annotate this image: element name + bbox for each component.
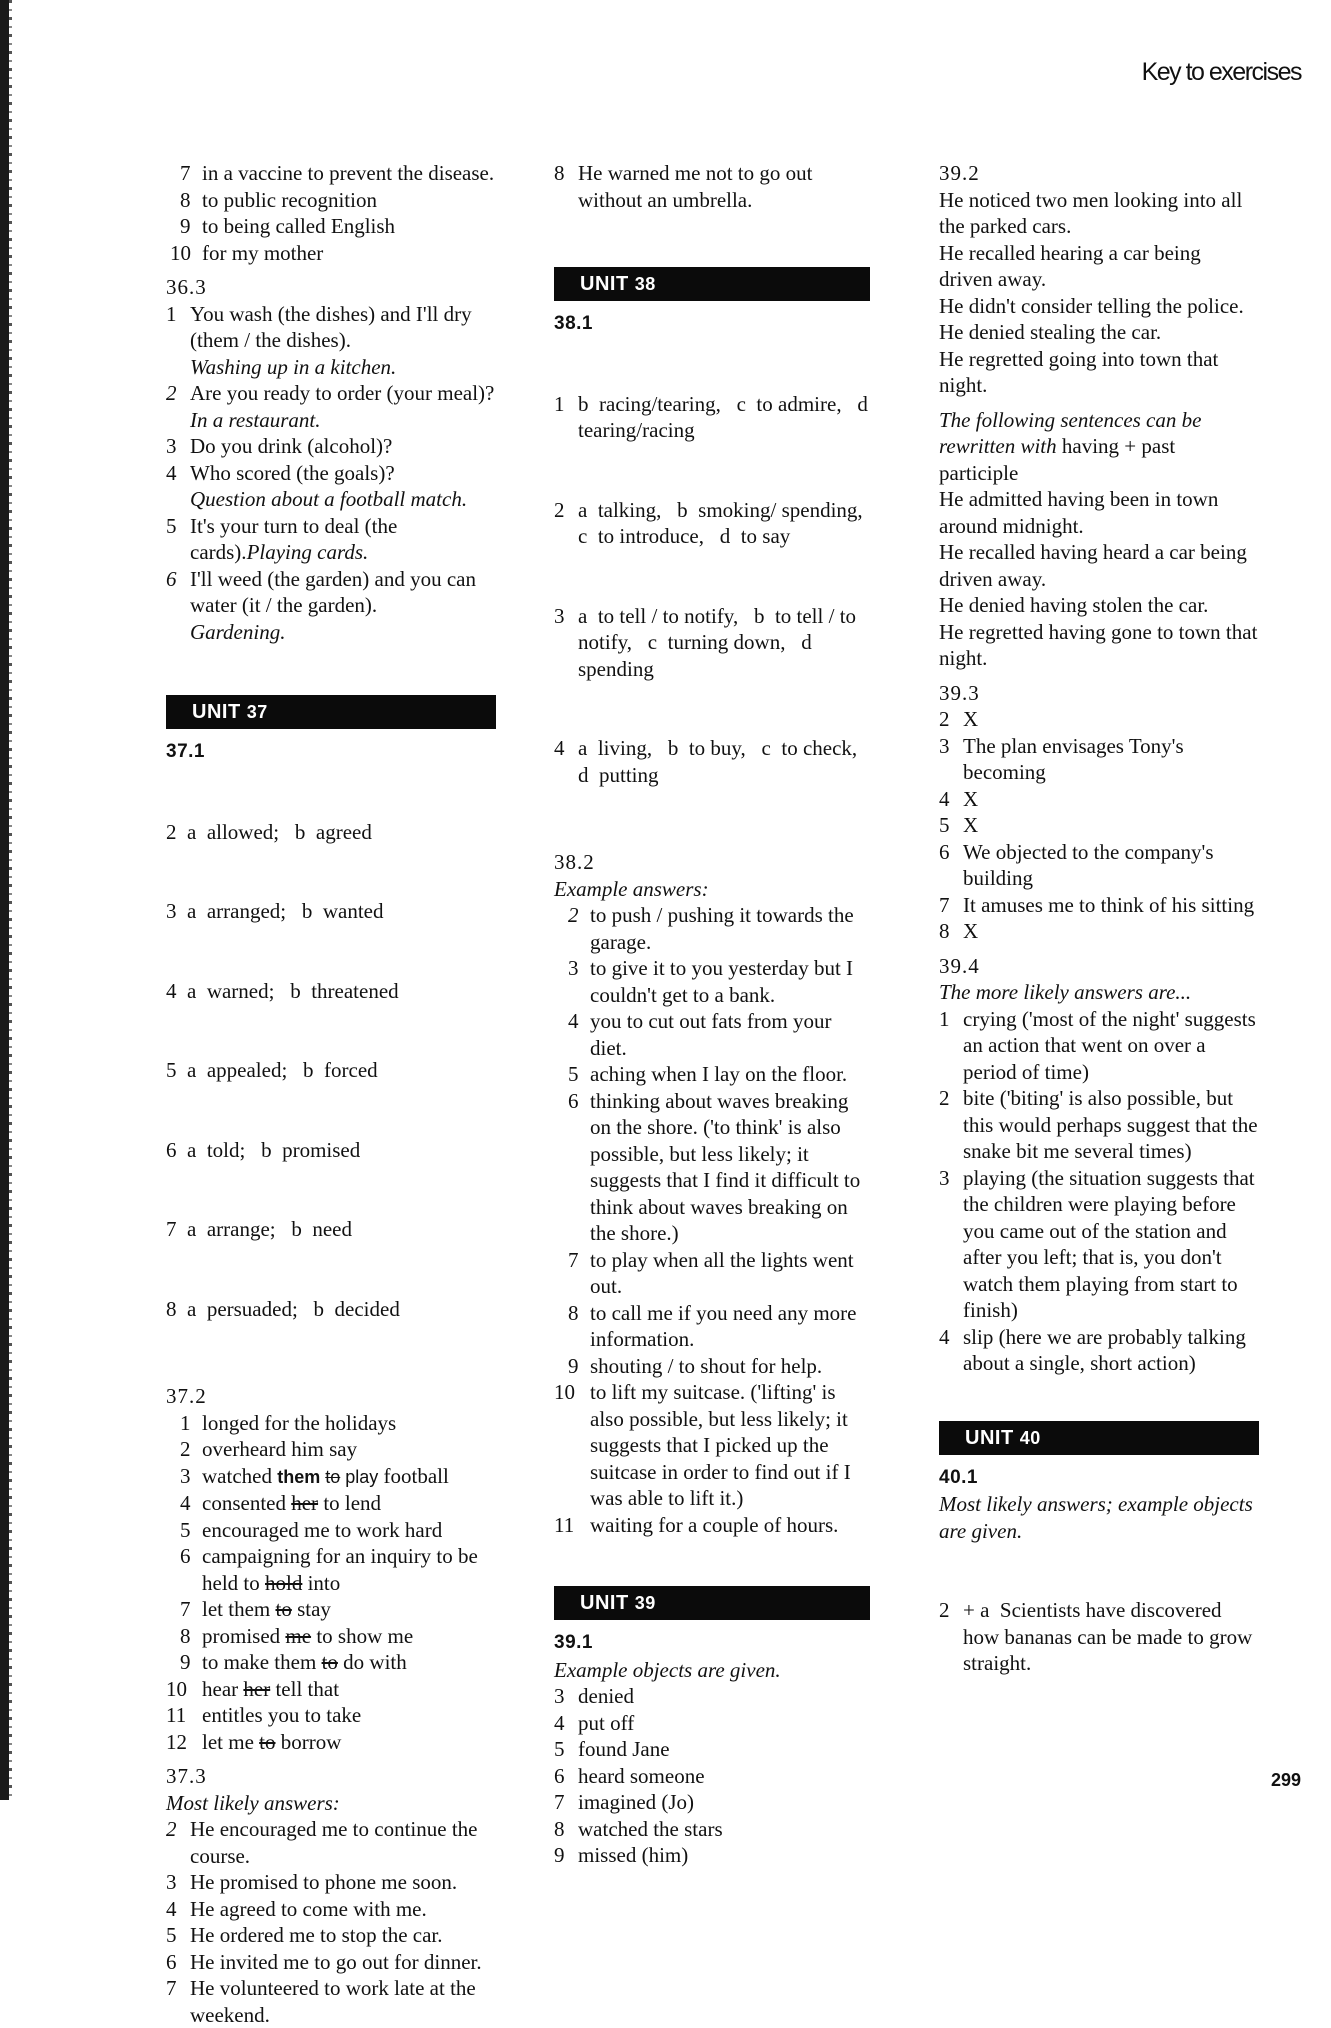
list-item: 7 to play when all the lights went out.: [568, 1247, 854, 1298]
list-item: 2 bite ('biting' is also possible, but this would perhaps suggest that the snake bit me several times): [939, 1086, 1258, 1163]
exercise-heading: 39.1: [554, 1632, 593, 1653]
ex38-1-list: [554, 338, 879, 842]
list-item: 9 shouting / to shout for help.: [568, 1353, 823, 1378]
list-item: 7 in a vaccine to prevent the disease.: [180, 161, 495, 185]
page-edge-texture: [9, 0, 12, 1800]
exercise-intro: Example answers:: [554, 876, 709, 901]
list-item: 7 a arrange; b need: [166, 1217, 352, 1241]
list-item: 5 a appealed; b forced: [166, 1058, 378, 1082]
ex36-2-tail: [166, 160, 496, 266]
list-item: 8 X: [939, 919, 979, 943]
list-item: 4 put off: [554, 1710, 635, 1735]
list-item: 9 to make them to do with: [180, 1650, 407, 1674]
exercise-heading: 39.2: [939, 161, 980, 185]
answer-line: He recalled having heard a car being driven away.: [939, 540, 1247, 591]
list-item: 7 He volunteered to work late at the weekend.: [166, 1976, 476, 2027]
list-item: 9 missed (him): [554, 1843, 689, 1867]
list-item: 3 He promised to phone me soon.: [166, 1870, 458, 1894]
unit-banner-39: UNIT 39: [554, 1586, 870, 1620]
page-header-title: Key to exercises: [1141, 58, 1301, 86]
list-item: 10 for my mother: [170, 240, 324, 265]
list-item: 8 a persuaded; b decided: [166, 1296, 400, 1321]
list-item: 11 entitles you to take: [166, 1703, 362, 1727]
exercise-heading: 36.3: [166, 275, 207, 299]
list-item: 5 aching when I lay on the floor.: [568, 1062, 848, 1086]
exercise-heading: 40.1: [939, 1466, 978, 1488]
list-item: 8 He warned me not to go out without an umbrella.: [554, 161, 813, 212]
list-item: 2 a allowed; b agreed: [166, 819, 372, 844]
list-item: 1 You wash (the dishes) and I'll dry (them / the dishes). Washing up in a kitchen.: [166, 301, 472, 379]
list-item: 1 longed for the holidays: [180, 1410, 397, 1435]
answer-line: He denied having stolen the car.: [939, 593, 1209, 617]
exercise-heading: 37.2: [166, 1384, 207, 1408]
unit-banner-38: UNIT 38: [554, 267, 870, 301]
list-item: 8 to call me if you need any more information.: [568, 1300, 857, 1351]
ex38-2-list: [554, 902, 870, 1538]
unit-banner-40: UNIT 40: [939, 1421, 1259, 1455]
list-item: 5 It's your turn to deal (the cards).Playing cards.: [166, 513, 398, 564]
list-item: 1 b racing/tearing, c to admire, d tearing/racing: [554, 391, 879, 442]
list-item: 10 to lift my suitcase. ('lifting' is also possible, but less likely; it suggests that I picked up the suitcase in order to find out if I was able to lift it.): [554, 1380, 851, 1510]
list-item: 4 slip (here we are probably talking about a single, short action): [939, 1324, 1246, 1375]
list-item: 8 promised me to show me: [180, 1623, 414, 1648]
ex37-1-list: [166, 766, 496, 1376]
exercise-intro: Most likely answers; example objects are given.: [939, 1492, 1253, 1543]
list-item: 2 overheard him say: [180, 1437, 358, 1461]
list-item: 7 It amuses me to think of his sitting: [939, 892, 1255, 917]
list-item: 3 a arranged; b wanted: [166, 899, 384, 923]
list-item: 3 Do you drink (alcohol)?: [166, 434, 393, 458]
list-item: 7 let them to stay: [180, 1597, 331, 1621]
list-item: 3 playing (the situation suggests that the children were playing before you came out of the station and after you left; that is, you don't watch them playing from start to finish): [939, 1165, 1255, 1322]
list-item: 4 X: [939, 786, 979, 811]
exercise-heading: 39.3: [939, 680, 980, 705]
list-item: 4 you to cut out fats from your diet.: [568, 1009, 832, 1060]
exercise-intro: Example objects are given.: [554, 1657, 781, 1682]
page-number: 299: [1270, 1770, 1301, 1790]
list-item: 6 thinking about waves breaking on the shore. ('to think' is also possible, but less likely; it suggests that I find it difficult to think about waves breaking on the shore.): [568, 1088, 861, 1245]
list-item: 4 He agreed to come with me.: [166, 1896, 427, 1921]
exercise-heading: 39.4: [939, 953, 980, 978]
list-item: 8 to public recognition: [180, 187, 377, 212]
list-item: 5 encouraged me to work hard: [180, 1517, 443, 1542]
exercise-intro: The more likely answers are...: [939, 980, 1192, 1004]
list-item: 6 I'll weed (the garden) and you can water (it / the garden). Gardening.: [166, 566, 476, 644]
list-item: 3 a to tell / to notify, b to tell / to notify, c turning down, d spending: [554, 603, 862, 681]
answer-line: He regretted going into town that night.: [939, 346, 1219, 397]
list-item: 4 a warned; b threatened: [166, 978, 399, 1003]
answer-line: He denied stealing the car.: [939, 320, 1162, 344]
list-item: 3 The plan envisages Tony's becoming: [939, 733, 1184, 784]
list-item: 5 found Jane: [554, 1737, 670, 1761]
ex39-2-lines: [939, 187, 1259, 399]
ex39-1-list: [554, 1683, 870, 1869]
list-item: 11 waiting for a couple of hours.: [554, 1512, 839, 1537]
list-item: 2 a talking, b smoking/ spending, c to introduce, d to say: [554, 497, 879, 548]
list-item: 5 He ordered me to stop the car.: [166, 1923, 443, 1947]
ex39-2-lines2: [939, 486, 1259, 672]
list-item: 2 He encouraged me to continue the course.: [166, 1817, 478, 1868]
list-item: 6 a told; b promised: [166, 1137, 361, 1162]
list-item: 2 to push / pushing it towards the garage.: [568, 903, 854, 954]
list-item: 4 a living, b to buy, c to check, d putting: [554, 736, 873, 787]
page-edge: [0, 0, 9, 1800]
answer-line: He admitted having been in town around midnight.: [939, 487, 1219, 538]
list-item: 4 consented her to lend: [180, 1491, 382, 1515]
column-3: [939, 160, 1259, 1730]
list-item: 2 + a Scientists have discovered how bananas can be made to grow straight.: [939, 1598, 1258, 1675]
list-item: 6 He invited me to go out for dinner.: [166, 1949, 482, 1974]
exercise-note: The following sentences can be rewritten with having + past participle: [939, 407, 1202, 485]
answer-line: He regretted having gone to town that night.: [939, 619, 1258, 670]
list-item: 12 let me to borrow: [166, 1729, 342, 1754]
unit-banner-37: UNIT 37: [166, 695, 496, 729]
exercise-heading: 38.1: [554, 313, 593, 334]
answer-line: He noticed two men looking into all the parked cars.: [939, 187, 1243, 238]
column-1: [166, 160, 496, 2028]
list-item: 1 crying ('most of the night' suggests an action that went on over a period of time): [939, 1006, 1256, 1084]
answer-line: He didn't consider telling the police.: [939, 293, 1244, 318]
list-item: 6 campaigning for an inquiry to be held to hold into: [180, 1544, 478, 1595]
answer-line: He recalled hearing a car being driven away.: [939, 240, 1201, 291]
exercise-intro: Most likely answers:: [166, 1790, 340, 1815]
ex40-1-list: [939, 1544, 1259, 1730]
list-item: 3 denied: [554, 1684, 634, 1708]
list-item: 3 to give it to you yesterday but I couldn't get to a bank.: [568, 956, 854, 1007]
ex39-4-list: [939, 1006, 1259, 1377]
list-item: 10 hear her tell that: [166, 1676, 340, 1701]
list-item: 6 We objected to the company's building: [939, 839, 1214, 890]
exercise-heading: 37.1: [166, 741, 205, 762]
list-item: 7 imagined (Jo): [554, 1790, 695, 1814]
exercise-heading: 38.2: [554, 850, 595, 874]
ex37-2-list: [166, 1410, 496, 1756]
list-item: 4 Who scored (the goals)? Question about a football match.: [166, 460, 468, 511]
ex39-3-list: [939, 706, 1259, 945]
list-item: 9 to being called English: [180, 214, 396, 238]
list-item: 2 X: [939, 707, 979, 731]
list-item: 6 heard someone: [554, 1763, 705, 1788]
list-item: 3 watched them to play football: [180, 1463, 449, 1488]
list-item: 8 watched the stars: [554, 1816, 723, 1841]
list-item: 2 Are you ready to order (your meal)?In a restaurant.: [166, 381, 495, 432]
ex36-3-list: [166, 301, 496, 646]
exercise-heading: 37.3: [166, 1764, 207, 1788]
ex37-3-list: [166, 1816, 496, 2028]
column-2: [554, 160, 879, 1869]
list-item: 5 X: [939, 813, 979, 837]
